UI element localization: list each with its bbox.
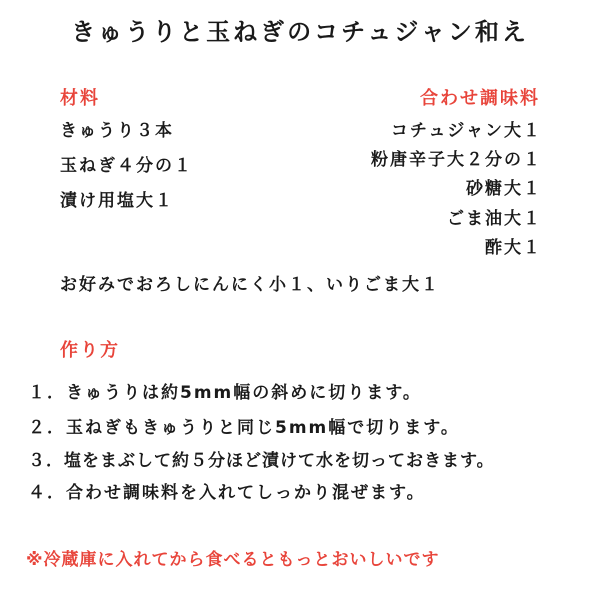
- ingredient-item: 玉ねぎ４分の１: [60, 156, 193, 176]
- method-step: ４．合わせ調味料を入れてしっかり混ぜます。: [28, 483, 426, 503]
- ingredient-item: きゅうり３本: [60, 121, 174, 141]
- storage-note: ※冷蔵庫に入れてから食べるともっとおいしいです: [26, 550, 440, 570]
- seasoning-item: 粉唐辛子大２分の１: [371, 150, 542, 170]
- ingredients-heading: 材料: [60, 88, 100, 109]
- optional-ingredients: お好みでおろしにんにく小１、いりごま大１: [60, 275, 440, 295]
- ingredient-item: 漬け用塩大１: [60, 191, 174, 211]
- seasoning-heading: 合わせ調味料: [420, 88, 540, 109]
- seasoning-item: 砂糖大１: [466, 179, 542, 199]
- method-step: ２．玉ねぎもきゅうりと同じ5mm幅で切ります。: [28, 418, 460, 438]
- seasoning-item: ごま油大１: [447, 209, 542, 229]
- seasoning-item: 酢大１: [485, 238, 542, 258]
- method-step: １．きゅうりは約5mm幅の斜めに切ります。: [28, 383, 422, 403]
- method-heading: 作り方: [60, 340, 120, 361]
- method-step: ３．塩をまぶして約５分ほど漬けて水を切っておきます。: [28, 451, 495, 471]
- recipe-title: きゅうりと玉ねぎのコチュジャン和え: [71, 18, 529, 46]
- seasoning-item: コチュジャン大１: [390, 121, 542, 141]
